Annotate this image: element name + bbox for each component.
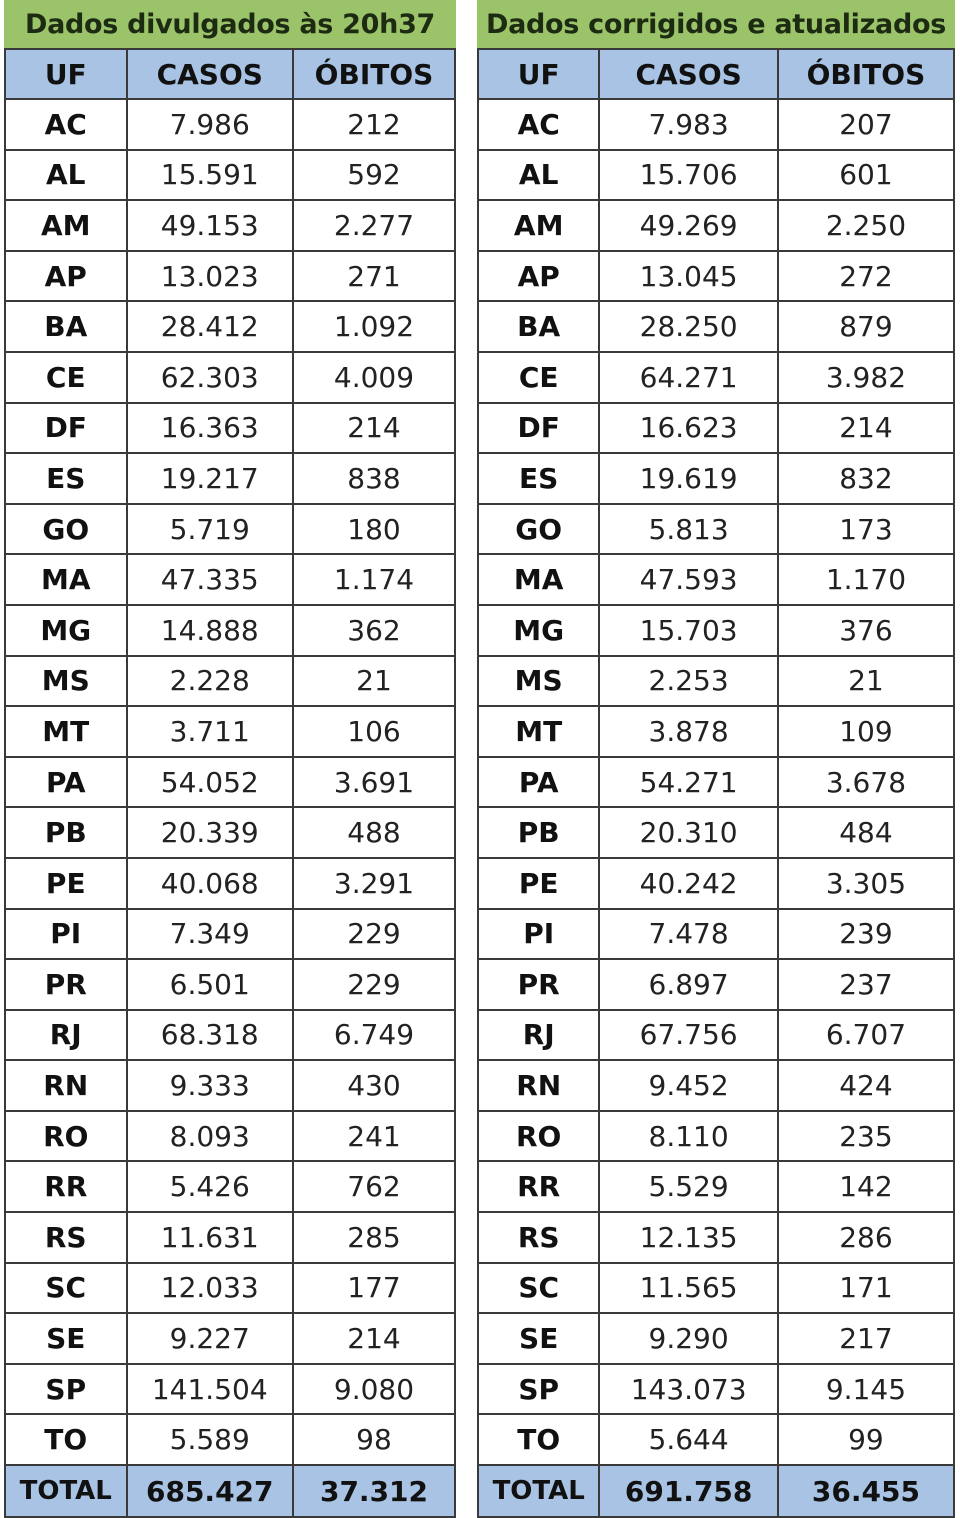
casos-cell: 28.412 [127, 301, 294, 352]
obitos-cell: 488 [293, 807, 455, 858]
table-row [478, 554, 954, 605]
uf-cell: PR [478, 959, 599, 1010]
casos-cell: 54.052 [127, 757, 294, 808]
table-row [478, 1010, 954, 1061]
column-header-obitos: ÓBITOS [293, 49, 455, 99]
casos-cell: 2.253 [599, 656, 778, 707]
obitos-cell: 180 [293, 504, 455, 555]
obitos-cell: 272 [778, 251, 954, 302]
casos-cell: 49.153 [127, 200, 294, 251]
table-row [5, 1313, 455, 1364]
uf-cell: GO [5, 504, 127, 555]
table-row [478, 1263, 954, 1314]
obitos-cell: 98 [293, 1414, 455, 1465]
uf-cell: BA [5, 301, 127, 352]
obitos-cell: 171 [778, 1263, 954, 1314]
uf-cell: BA [478, 301, 599, 352]
uf-cell: MS [5, 656, 127, 707]
uf-cell: AP [5, 251, 127, 302]
casos-cell: 15.591 [127, 150, 294, 201]
obitos-cell: 217 [778, 1313, 954, 1364]
obitos-cell: 9.145 [778, 1364, 954, 1415]
obitos-cell: 832 [778, 453, 954, 504]
table-row [5, 1263, 455, 1314]
uf-cell: PB [5, 807, 127, 858]
table-row [5, 1364, 455, 1415]
table-row [5, 504, 455, 555]
obitos-cell: 3.691 [293, 757, 455, 808]
obitos-cell: 214 [778, 403, 954, 454]
table-row [5, 1010, 455, 1061]
uf-cell: RN [478, 1060, 599, 1111]
obitos-cell: 241 [293, 1111, 455, 1162]
casos-cell: 54.271 [599, 757, 778, 808]
total-row [5, 1465, 455, 1517]
casos-cell: 9.290 [599, 1313, 778, 1364]
uf-cell: PI [478, 909, 599, 960]
casos-cell: 64.271 [599, 352, 778, 403]
obitos-cell: 207 [778, 99, 954, 150]
uf-cell: RS [478, 1212, 599, 1263]
uf-cell: CE [5, 352, 127, 403]
casos-cell: 8.093 [127, 1111, 294, 1162]
uf-cell: MA [478, 554, 599, 605]
uf-cell: MA [5, 554, 127, 605]
column-header-casos: CASOS [599, 49, 778, 99]
table-row [5, 99, 455, 150]
casos-cell: 28.250 [599, 301, 778, 352]
table-row [5, 1060, 455, 1111]
obitos-cell: 21 [778, 656, 954, 707]
uf-cell: MG [478, 605, 599, 656]
obitos-cell: 286 [778, 1212, 954, 1263]
casos-cell: 5.529 [599, 1161, 778, 1212]
table-row [5, 1414, 455, 1465]
table-row [5, 757, 455, 808]
obitos-cell: 9.080 [293, 1364, 455, 1415]
casos-cell: 7.349 [127, 909, 294, 960]
obitos-cell: 21 [293, 656, 455, 707]
casos-cell: 7.478 [599, 909, 778, 960]
obitos-cell: 484 [778, 807, 954, 858]
uf-cell: AP [478, 251, 599, 302]
obitos-cell: 4.009 [293, 352, 455, 403]
obitos-cell: 3.678 [778, 757, 954, 808]
table-row [5, 1161, 455, 1212]
table-row [478, 706, 954, 757]
published-data-panel [4, 0, 456, 1518]
uf-cell: ES [478, 453, 599, 504]
obitos-cell: 601 [778, 150, 954, 201]
table-row [478, 1060, 954, 1111]
table-row [5, 403, 455, 454]
casos-cell: 5.589 [127, 1414, 294, 1465]
table-row [478, 1212, 954, 1263]
casos-cell: 6.501 [127, 959, 294, 1010]
casos-cell: 11.631 [127, 1212, 294, 1263]
table-row [5, 1212, 455, 1263]
casos-cell: 40.242 [599, 858, 778, 909]
uf-cell: SP [5, 1364, 127, 1415]
table-row [5, 453, 455, 504]
table-row [5, 605, 455, 656]
casos-cell: 47.335 [127, 554, 294, 605]
uf-cell: TO [478, 1414, 599, 1465]
table-row [478, 1313, 954, 1364]
table-row [5, 1111, 455, 1162]
obitos-cell: 173 [778, 504, 954, 555]
uf-cell: PE [5, 858, 127, 909]
uf-cell: SC [5, 1263, 127, 1314]
uf-cell: PA [478, 757, 599, 808]
casos-cell: 47.593 [599, 554, 778, 605]
uf-cell: DF [5, 403, 127, 454]
casos-cell: 13.045 [599, 251, 778, 302]
obitos-cell: 3.291 [293, 858, 455, 909]
casos-cell: 7.986 [127, 99, 294, 150]
data-table [477, 48, 955, 1518]
obitos-cell: 229 [293, 959, 455, 1010]
obitos-cell: 838 [293, 453, 455, 504]
total-obitos: 37.312 [293, 1465, 455, 1517]
panel-title: Dados corrigidos e atualizados [477, 0, 955, 48]
casos-cell: 12.135 [599, 1212, 778, 1263]
table-row [478, 605, 954, 656]
column-header-uf: UF [5, 49, 127, 99]
uf-cell: MS [478, 656, 599, 707]
casos-cell: 3.878 [599, 706, 778, 757]
obitos-cell: 214 [293, 403, 455, 454]
obitos-cell: 235 [778, 1111, 954, 1162]
casos-cell: 3.711 [127, 706, 294, 757]
table-row [5, 200, 455, 251]
casos-cell: 2.228 [127, 656, 294, 707]
uf-cell: PA [5, 757, 127, 808]
obitos-cell: 762 [293, 1161, 455, 1212]
total-obitos: 36.455 [778, 1465, 954, 1517]
casos-cell: 15.703 [599, 605, 778, 656]
casos-cell: 8.110 [599, 1111, 778, 1162]
obitos-cell: 237 [778, 959, 954, 1010]
casos-cell: 12.033 [127, 1263, 294, 1314]
uf-cell: DF [478, 403, 599, 454]
table-row [478, 858, 954, 909]
uf-cell: RO [5, 1111, 127, 1162]
table-row [5, 909, 455, 960]
header-row [5, 49, 455, 99]
casos-cell: 13.023 [127, 251, 294, 302]
table-row [478, 1364, 954, 1415]
obitos-cell: 212 [293, 99, 455, 150]
table-row [478, 1111, 954, 1162]
obitos-cell: 1.170 [778, 554, 954, 605]
corrected-data-panel [477, 0, 955, 1518]
uf-cell: MT [5, 706, 127, 757]
obitos-cell: 6.707 [778, 1010, 954, 1061]
casos-cell: 5.644 [599, 1414, 778, 1465]
table-row [478, 909, 954, 960]
uf-cell: SE [478, 1313, 599, 1364]
table-row [478, 251, 954, 302]
casos-cell: 6.897 [599, 959, 778, 1010]
casos-cell: 19.217 [127, 453, 294, 504]
table-row [478, 200, 954, 251]
casos-cell: 5.426 [127, 1161, 294, 1212]
obitos-cell: 177 [293, 1263, 455, 1314]
obitos-cell: 109 [778, 706, 954, 757]
casos-cell: 68.318 [127, 1010, 294, 1061]
obitos-cell: 229 [293, 909, 455, 960]
column-header-obitos: ÓBITOS [778, 49, 954, 99]
casos-cell: 9.227 [127, 1313, 294, 1364]
total-casos: 685.427 [127, 1465, 294, 1517]
casos-cell: 20.310 [599, 807, 778, 858]
table-row [478, 150, 954, 201]
column-header-uf: UF [478, 49, 599, 99]
column-header-casos: CASOS [127, 49, 294, 99]
obitos-cell: 214 [293, 1313, 455, 1364]
casos-cell: 20.339 [127, 807, 294, 858]
obitos-cell: 1.174 [293, 554, 455, 605]
casos-cell: 5.719 [127, 504, 294, 555]
casos-cell: 40.068 [127, 858, 294, 909]
casos-cell: 5.813 [599, 504, 778, 555]
uf-cell: AC [478, 99, 599, 150]
table-row [478, 504, 954, 555]
obitos-cell: 285 [293, 1212, 455, 1263]
obitos-cell: 3.305 [778, 858, 954, 909]
casos-cell: 9.333 [127, 1060, 294, 1111]
casos-cell: 62.303 [127, 352, 294, 403]
obitos-cell: 2.250 [778, 200, 954, 251]
table-row [478, 453, 954, 504]
uf-cell: SE [5, 1313, 127, 1364]
table-row [5, 706, 455, 757]
table-row [5, 150, 455, 201]
casos-cell: 9.452 [599, 1060, 778, 1111]
total-label: TOTAL [5, 1465, 127, 1517]
obitos-cell: 99 [778, 1414, 954, 1465]
obitos-cell: 592 [293, 150, 455, 201]
uf-cell: RN [5, 1060, 127, 1111]
obitos-cell: 2.277 [293, 200, 455, 251]
total-label: TOTAL [478, 1465, 599, 1517]
obitos-cell: 362 [293, 605, 455, 656]
uf-cell: AM [478, 200, 599, 251]
uf-cell: AM [5, 200, 127, 251]
uf-cell: AL [478, 150, 599, 201]
casos-cell: 143.073 [599, 1364, 778, 1415]
table-row [478, 959, 954, 1010]
uf-cell: AC [5, 99, 127, 150]
casos-cell: 19.619 [599, 453, 778, 504]
casos-cell: 14.888 [127, 605, 294, 656]
uf-cell: MG [5, 605, 127, 656]
uf-cell: GO [478, 504, 599, 555]
uf-cell: RO [478, 1111, 599, 1162]
header-row [478, 49, 954, 99]
casos-cell: 16.623 [599, 403, 778, 454]
table-row [5, 656, 455, 707]
table-row [478, 1161, 954, 1212]
uf-cell: RJ [478, 1010, 599, 1061]
uf-cell: SC [478, 1263, 599, 1314]
casos-cell: 49.269 [599, 200, 778, 251]
obitos-cell: 376 [778, 605, 954, 656]
table-row [478, 352, 954, 403]
uf-cell: AL [5, 150, 127, 201]
table-row [478, 807, 954, 858]
table-row [478, 403, 954, 454]
obitos-cell: 6.749 [293, 1010, 455, 1061]
uf-cell: RR [478, 1161, 599, 1212]
casos-cell: 67.756 [599, 1010, 778, 1061]
uf-cell: CE [478, 352, 599, 403]
uf-cell: MT [478, 706, 599, 757]
uf-cell: SP [478, 1364, 599, 1415]
uf-cell: PE [478, 858, 599, 909]
obitos-cell: 3.982 [778, 352, 954, 403]
data-table [4, 48, 456, 1518]
table-row [5, 807, 455, 858]
uf-cell: PI [5, 909, 127, 960]
panel-title: Dados divulgados às 20h37 [4, 0, 456, 48]
obitos-cell: 239 [778, 909, 954, 960]
uf-cell: PB [478, 807, 599, 858]
obitos-cell: 106 [293, 706, 455, 757]
table-row [478, 757, 954, 808]
casos-cell: 7.983 [599, 99, 778, 150]
uf-cell: PR [5, 959, 127, 1010]
uf-cell: RR [5, 1161, 127, 1212]
table-row [478, 99, 954, 150]
total-row [478, 1465, 954, 1517]
table-row [5, 554, 455, 605]
obitos-cell: 430 [293, 1060, 455, 1111]
table-row [5, 858, 455, 909]
obitos-cell: 879 [778, 301, 954, 352]
table-row [5, 301, 455, 352]
obitos-cell: 424 [778, 1060, 954, 1111]
table-row [478, 656, 954, 707]
casos-cell: 16.363 [127, 403, 294, 454]
uf-cell: TO [5, 1414, 127, 1465]
obitos-cell: 142 [778, 1161, 954, 1212]
total-casos: 691.758 [599, 1465, 778, 1517]
table-row [478, 1414, 954, 1465]
uf-cell: RJ [5, 1010, 127, 1061]
table-row [5, 352, 455, 403]
casos-cell: 141.504 [127, 1364, 294, 1415]
uf-cell: ES [5, 453, 127, 504]
table-row [5, 251, 455, 302]
casos-cell: 11.565 [599, 1263, 778, 1314]
table-row [478, 301, 954, 352]
obitos-cell: 271 [293, 251, 455, 302]
table-row [5, 959, 455, 1010]
casos-cell: 15.706 [599, 150, 778, 201]
obitos-cell: 1.092 [293, 301, 455, 352]
uf-cell: RS [5, 1212, 127, 1263]
